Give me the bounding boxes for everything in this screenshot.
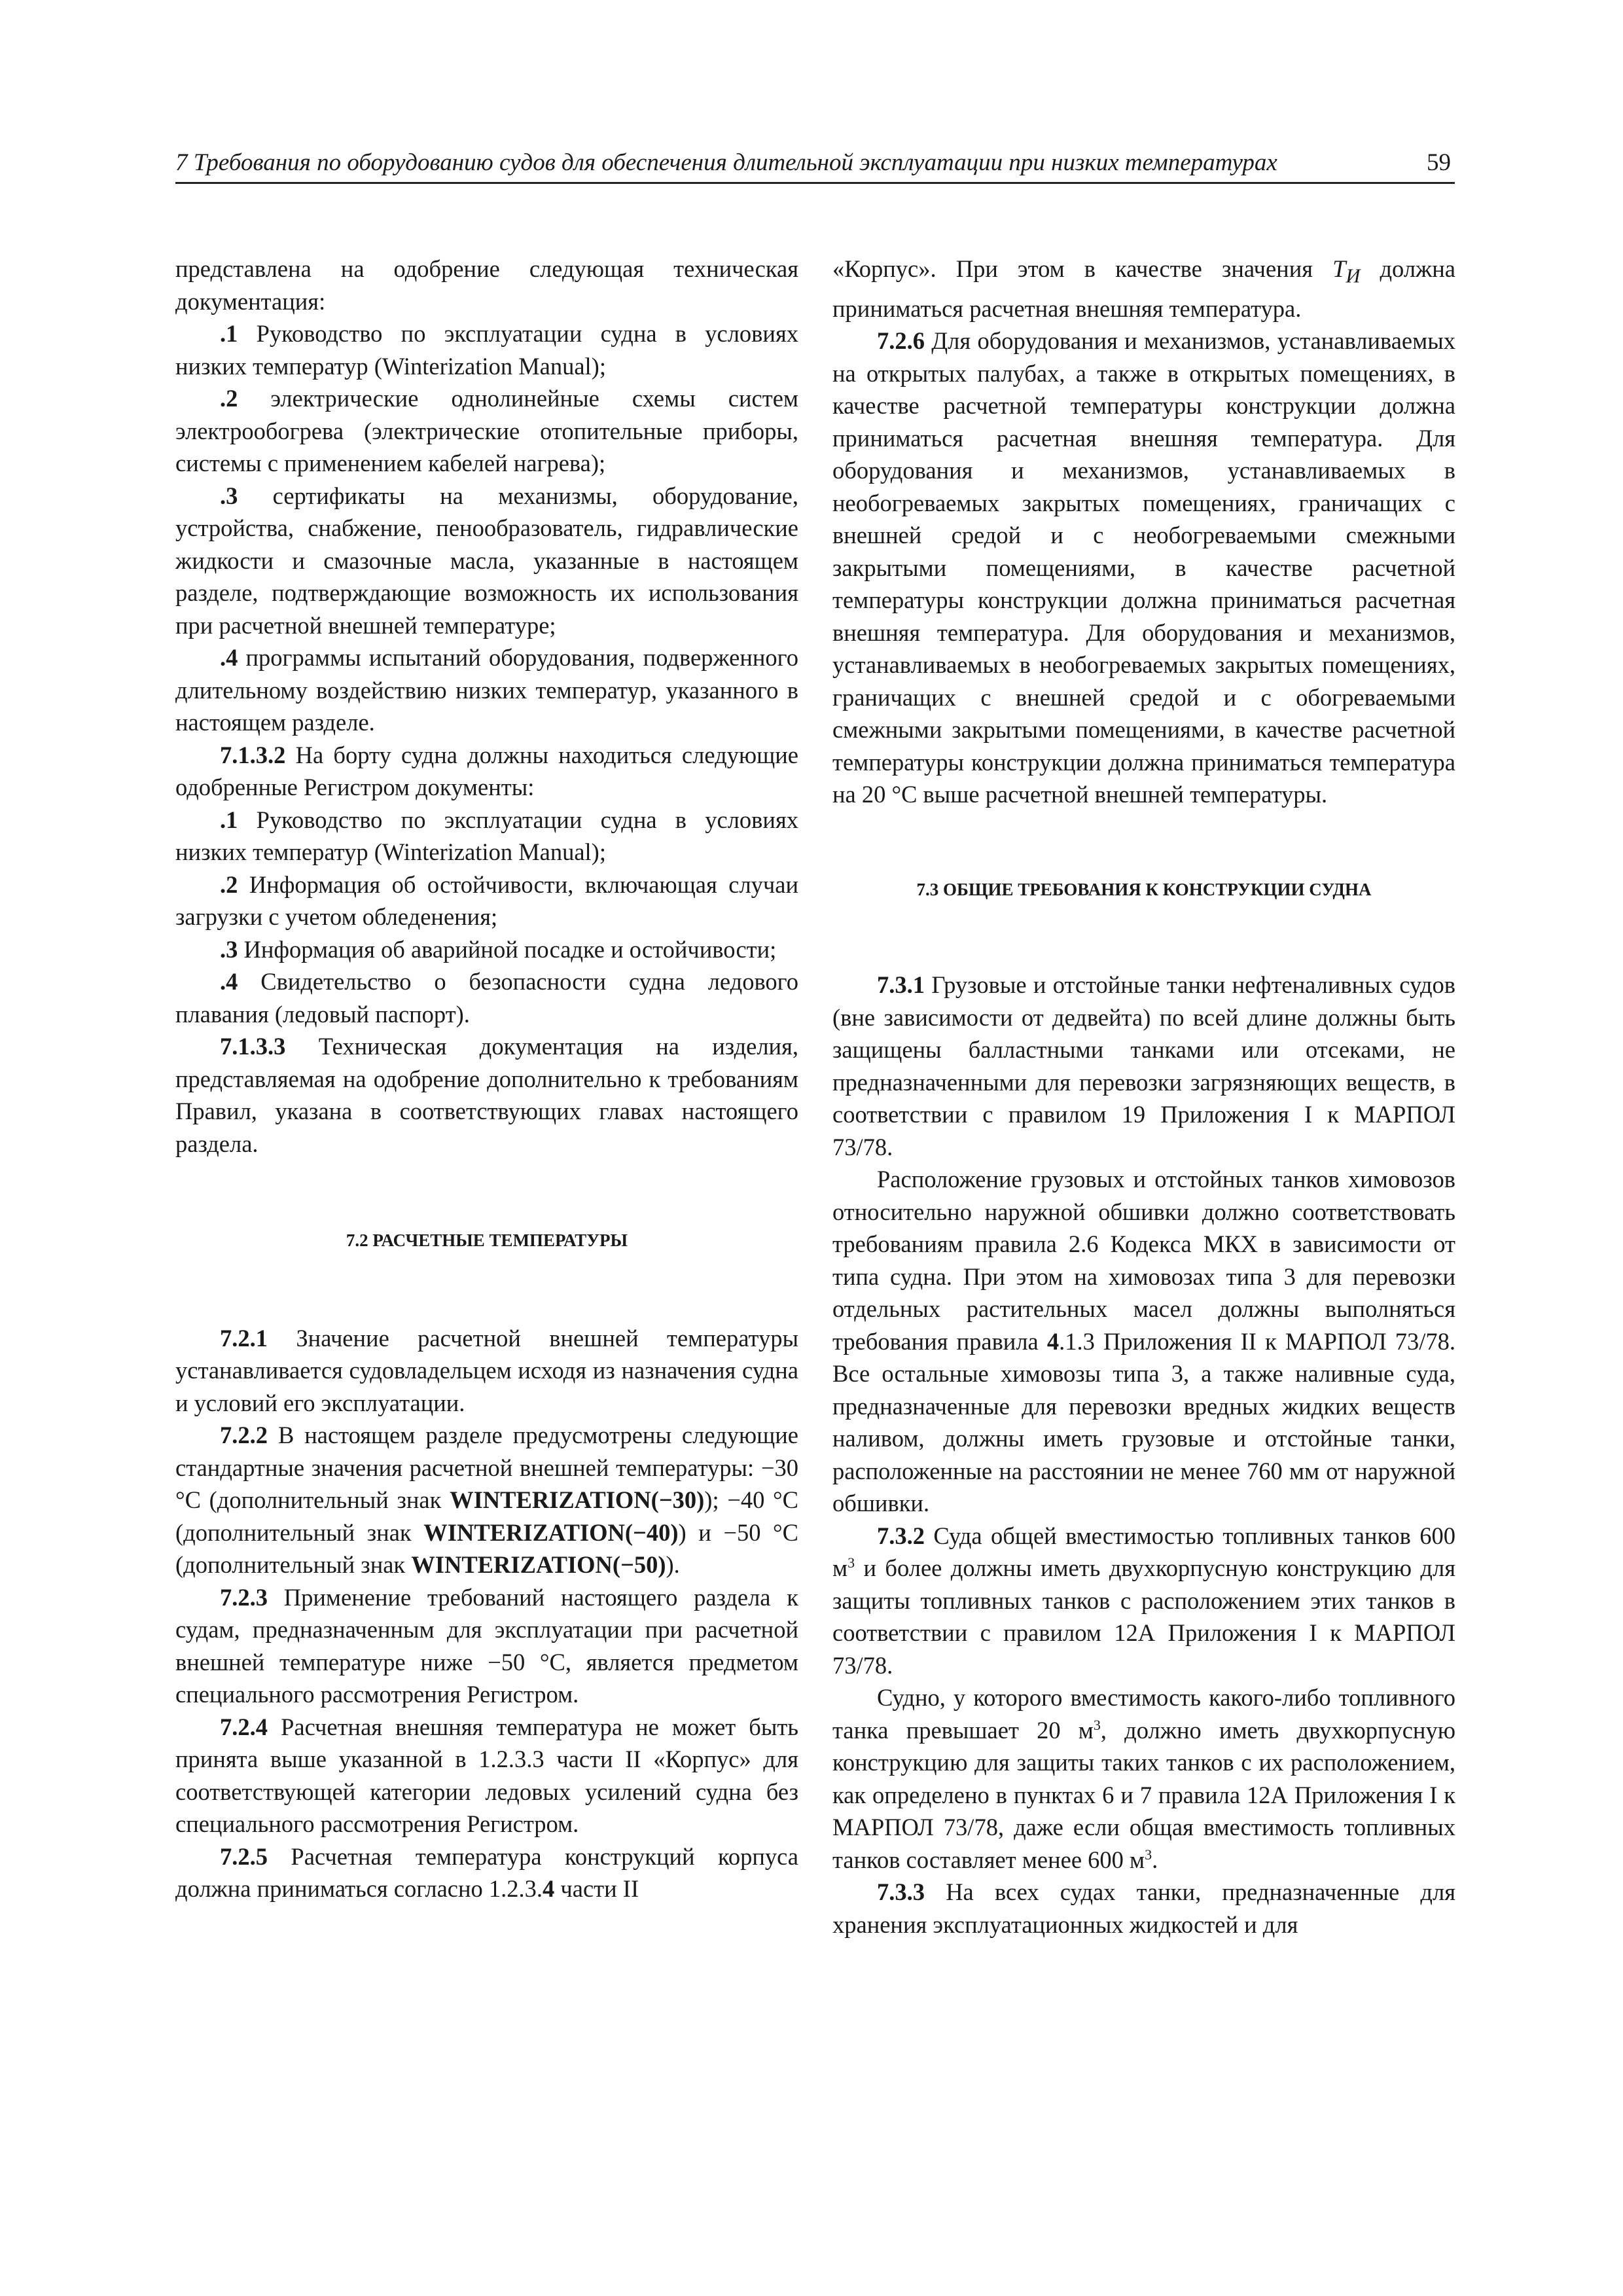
- clause-text: Суда общей вместимостью топливных танков 600 м: [832, 1522, 1455, 1582]
- clause-text: Значение расчетной внешней температуры устанавливается судовладельцем исходя из назначения судна и условий его эксплуатации.: [175, 1324, 798, 1416]
- clause-text: Для оборудования и механизмов, устанавливаемых на открытых палубах, а также в открытых помещениях, в качестве расчетной температуры конструкции должна приниматься расчетная внешняя температура. Для оборудования и механизмов, устанавливаемых в необогреваемых закрытых помещениях, граничащих с внешней средой и с необогреваемыми смежными закрытыми помещениями, в качестве расчетной температуры конструкции должна приниматься расчетная внешняя температура. Для оборудования и механизмов, устанавливаемых в необогреваемых закрытых помещениях, граничащих с внешней средой и с обогреваемыми смежными закрытыми помещениями, в качестве расчетной температуры конструкции должна приниматься температура на 20 °С выше расчетной внешней температуры.: [832, 327, 1455, 808]
- item-number: .2: [220, 385, 238, 412]
- clause-number: 7.3.3: [877, 1878, 925, 1906]
- superscript: 3: [1093, 1716, 1101, 1733]
- paragraph-text: должна приниматься расчетная внешняя температура.: [832, 255, 1455, 322]
- clause-text: Техническая документация на изделия, представляемая на одобрение дополнительно к требованиям Правил, указана в соответствующих главах настоящего раздела.: [175, 1033, 798, 1157]
- clause-text: Грузовые и отстойные танки нефтеналивных судов (вне зависимости от дедвейта) по всей длине должны быть защищены балластными танками или отсеками, не предназначенными для перевозки загрязняющих веществ, в соответствии с правилом 19 Приложения I к МАРПОЛ 73/78.: [832, 971, 1455, 1160]
- clause-text: На всех судах танки, предназначенные для хранения эксплуатационных жидкостей и для: [832, 1878, 1455, 1938]
- item-number: .1: [220, 320, 238, 347]
- clause-number: 7.3.2: [877, 1522, 925, 1549]
- paragraph-text: Судно, у которого вместимость какого-либо топливного танка превышает 20 м: [832, 1684, 1455, 1744]
- superscript: 3: [1145, 1846, 1152, 1863]
- temperature-symbol: [1332, 255, 1361, 287]
- clause: [175, 1419, 798, 1581]
- paragraph-text: .1.3 Приложения II к МАРПОЛ 73/78. Все остальные химовозы типа 3, а также наливные суда, предназначенные для перевозки вредных жидких веществ наливом, должны иметь грузовые и отстойные танки, расположенные на расстоянии не менее 760 мм от наружной обшивки.: [832, 1327, 1455, 1517]
- list-item: [175, 965, 798, 1030]
- clause: [832, 969, 1455, 1163]
- item-text: Информация об остойчивости, включающая случаи загрузки с учетом обледенения;: [175, 870, 798, 930]
- clause-number: 7.1.3.2: [220, 741, 286, 768]
- item-number: .4: [220, 968, 238, 995]
- clause: [175, 1581, 798, 1711]
- paragraph: представлена на одобрение следующая техническая документация:: [175, 255, 798, 315]
- item-number: .2: [220, 870, 238, 898]
- list-item: [175, 317, 798, 382]
- clause-text: Применение требований настоящего раздела к судам, предназначенным для эксплуатации при расчетной внешней температуре ниже −50 °С, является предметом специального рассмотрения Регистром.: [175, 1583, 798, 1708]
- clause: [832, 1876, 1455, 1941]
- running-header: [175, 141, 1455, 184]
- clause: [832, 325, 1455, 811]
- clause-number: 7.1.3.3: [220, 1033, 286, 1060]
- clause-text: ).: [666, 1551, 680, 1578]
- paragraph-text: «Корпус». При этом в качестве значения: [832, 255, 1333, 282]
- clause: [832, 1520, 1455, 1682]
- list-item: [175, 480, 798, 642]
- clause-text-bold: 4: [543, 1875, 555, 1902]
- item-number: .1: [220, 806, 238, 833]
- clause-text: Расчетная температура конструкций корпуса должна приниматься согласно 1.2.3.: [175, 1842, 798, 1902]
- class-notation: WINTERIZATION(−50): [411, 1551, 666, 1578]
- clause: [175, 1030, 798, 1160]
- paragraph-text: .: [1152, 1846, 1158, 1873]
- clause-text: и более должны иметь двухкорпусную конструкцию для защиты топливных танков с расположением этих танков в соответствии с правилом 12А Приложения I к МАРПОЛ 73/78.: [832, 1554, 1455, 1679]
- clause-text: ); −40 °С (дополнительный знак: [175, 1486, 798, 1546]
- superscript: 3: [847, 1554, 855, 1571]
- paragraph-text: , должно иметь двухкорпусную конструкцию для защиты таких танков с их расположением, как определено в пунктах 6 и 7 правила 12А Приложения I к МАРПОЛ 73/78, даже если общая вместимость топливных танков составляет менее 600 м: [832, 1716, 1455, 1873]
- clause-number: 7.2.5: [220, 1842, 268, 1870]
- clause-number: 7.2.2: [220, 1422, 268, 1448]
- clause-text: части II: [554, 1875, 639, 1902]
- paragraph: [832, 253, 1455, 325]
- clause: [175, 1711, 798, 1840]
- clause-number: 7.3.1: [877, 971, 925, 999]
- list-item: [175, 933, 798, 966]
- list-item: [175, 641, 798, 739]
- item-number: .4: [220, 644, 238, 671]
- item-number: .3: [220, 482, 238, 509]
- clause: [175, 1840, 798, 1905]
- clause-text: ) и −50 °С (дополнительный знак: [175, 1518, 798, 1578]
- symbol-subscript: И: [1346, 264, 1361, 287]
- list-item: [175, 382, 798, 480]
- paragraph-text-bold: 4: [1046, 1327, 1060, 1355]
- left-column: [175, 253, 798, 1905]
- clause-text: На борту судна должны находиться следующие одобренные Регистром документы:: [175, 741, 798, 800]
- clause-text: Расчетная внешняя температура не может быть принята выше указанной в 1.2.3.3 части II «Корпус» для соответствующей категории ледовых усилений судна без специального рассмотрения Регистром.: [175, 1713, 798, 1837]
- clause-text: В настоящем разделе предусмотрены следующие стандартные значения расчетной внешней температуры: −30 °С (дополнительный знак: [175, 1422, 798, 1513]
- item-number: .3: [220, 935, 238, 963]
- item-text: сертификаты на механизмы, оборудование, устройства, снабжение, пенообразователь, гидравлические жидкости и смазочные масла, указанные в настоящем разделе, подтверждающие возможность их использования при расчетной внешней температуре;: [175, 482, 798, 639]
- clause-number: 7.2.4: [220, 1713, 268, 1740]
- class-notation: WINTERIZATION(−40): [423, 1518, 679, 1546]
- header-title: 7 Требования по оборудованию судов для обеспечения длительной эксплуатации при низких температурах: [175, 149, 1277, 176]
- paragraph-text: Расположение грузовых и отстойных танков химовозов относительно наружной обшивки должно соответствовать требованиям правила 2.6 Кодекса МКХ в зависимости от типа судна. При этом на химовозах типа 3 для перевозки отдельных растительных масел должны выполняться требования правила: [832, 1166, 1455, 1355]
- clause: [175, 739, 798, 804]
- clause-number: 7.2.3: [220, 1583, 268, 1611]
- symbol-letter: T: [1332, 255, 1346, 282]
- section-heading: 7.2 РАСЧЕТНЫЕ ТЕМПЕРАТУРЫ: [346, 1230, 628, 1250]
- item-text: программы испытаний оборудования, подверженного длительному воздействию низких температур, указанного в настоящем разделе.: [175, 644, 798, 736]
- item-text: Свидетельство о безопасности судна ледового плавания (ледовый паспорт).: [175, 968, 798, 1028]
- clause: [175, 1322, 798, 1420]
- page-number: 59: [1427, 149, 1451, 176]
- item-text: электрические однолинейные схемы систем электрообогрева (электрические отопительные приборы, системы с применением кабелей нагрева);: [175, 385, 798, 476]
- item-text: Информация об аварийной посадке и остойчивости;: [238, 935, 777, 963]
- list-item: [175, 869, 798, 933]
- paragraph: [832, 1681, 1455, 1876]
- item-text: Руководство по эксплуатации судна в условиях низких температур (Winterization Manual);: [175, 806, 798, 865]
- section-heading: 7.3 ОБЩИЕ ТРЕБОВАНИЯ К КОНСТРУКЦИИ СУДНА: [916, 879, 1372, 899]
- class-notation: WINTERIZATION(−30): [450, 1486, 705, 1513]
- clause-number: 7.2.6: [877, 327, 925, 355]
- list-item: [175, 804, 798, 869]
- item-text: Руководство по эксплуатации судна в условиях низких температур (Winterization Manual);: [175, 320, 798, 380]
- right-column: [832, 253, 1455, 1941]
- paragraph: [832, 1163, 1455, 1520]
- clause-number: 7.2.1: [220, 1324, 268, 1352]
